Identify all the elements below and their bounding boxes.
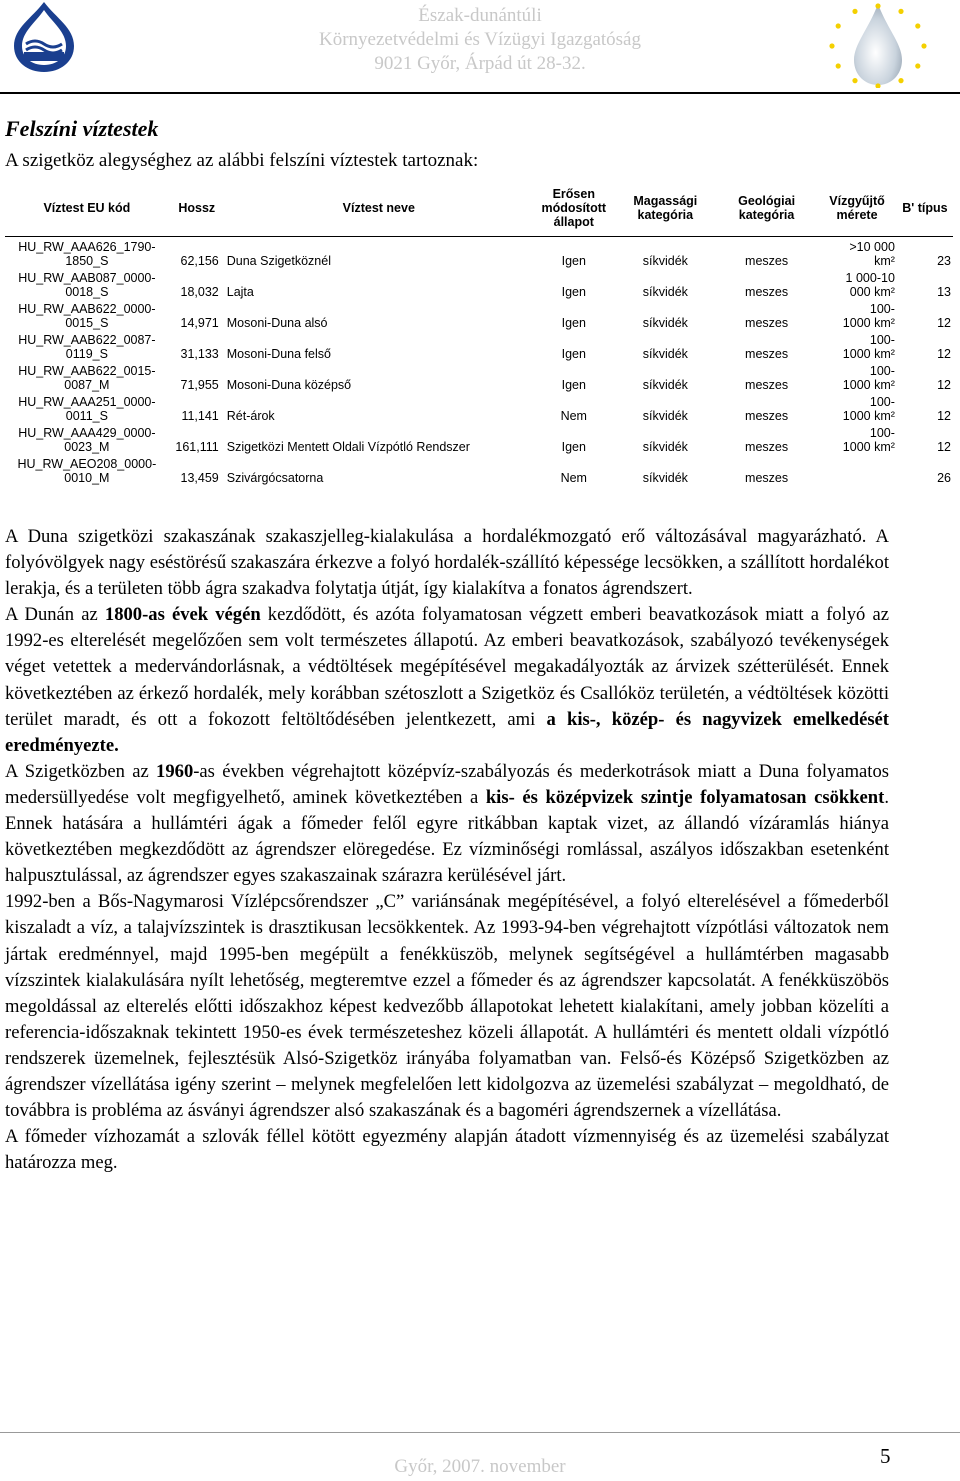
cell-catchment-size-line: 100-	[869, 302, 895, 316]
cell-eu-code-line: HU_RW_AAB622_0000-0015_S	[18, 302, 156, 330]
cell-eu-code-line: HU_RW_AAB622_0087-0119_S	[18, 333, 156, 361]
cell-length: 62,156	[180, 254, 219, 268]
cell-eu-code	[5, 454, 169, 485]
bold-text: 1800-as évek végén	[104, 604, 261, 626]
col-header-name: Víztest neve	[225, 180, 533, 237]
bold-text: a kis-, közép- és nagyvizek emelkedését eredményezte.	[5, 708, 889, 756]
text-run: kezdődött, és azóta folyamatosan végzett emberi beavatkozások miatt a folyó az 1992-es elterelését megelőzően sem volt természetes állapotú. Az emberi beavatkozások, szabályozó tevékenységek véget vetettek a medervándorlásnak, a védtöltések megépítésével megakadályozták az árvizek szétterülését. Ennek következtében az érkező hordalék, mely korábban szétoszlott a Szigetköz és Csallóköz területén, a védtöltések közötti terület maradt, és ott a fokozott feltöltődésében jelentkezett, ami	[5, 604, 889, 730]
cell-btype: 12	[937, 347, 951, 361]
cell-catchment-size	[817, 392, 897, 423]
footer-place-date: Győr, 2007. november	[394, 1456, 566, 1477]
cell-geology-category: meszes	[745, 285, 789, 299]
cell-length: 18,032	[180, 285, 219, 299]
cell-catchment-size-line: 000 km²	[849, 285, 895, 299]
table-row	[5, 361, 953, 392]
cell-eu-code	[5, 237, 169, 269]
cell-height-category: síkvidék	[642, 316, 688, 330]
cell-catchment-size	[817, 299, 897, 330]
footer-divider	[0, 1432, 960, 1433]
cell-height-category: síkvidék	[642, 440, 688, 454]
cell-modified: Igen	[561, 254, 586, 268]
cell-height-category: síkvidék	[642, 471, 688, 485]
cell-catchment-size	[817, 423, 897, 454]
bold-text: kis- és középvizek szintje folyamatosan csökkent	[485, 786, 885, 808]
page-header	[0, 0, 960, 80]
text-run: A Szigetközben az	[5, 760, 157, 782]
eu-star-icon	[921, 43, 926, 48]
cell-eu-code	[5, 392, 169, 423]
eu-star-icon	[898, 78, 903, 83]
cell-catchment-size-line: 100-	[869, 426, 895, 440]
table-row	[5, 392, 953, 423]
cell-btype: 12	[937, 409, 951, 423]
cell-geology-category: meszes	[745, 378, 789, 392]
cell-eu-code-line: HU_RW_AAA429_0000-	[18, 426, 156, 440]
cell-catchment-size-line: 1000 km²	[842, 347, 895, 361]
cell-geology-category: meszes	[745, 440, 789, 454]
cell-catchment-size-line: 100-	[869, 395, 895, 409]
col-header-eu-code: Víztest EU kód	[5, 180, 169, 237]
text-run: A főmeder vízhozamát a szlovák féllel kötött egyezmény alapján átadott vízmennyiség és az üzemelési szabályzat határozza meg.	[5, 1126, 889, 1174]
cell-modified: Igen	[561, 378, 586, 392]
eu-star-icon	[915, 63, 920, 68]
cell-height-category: síkvidék	[642, 347, 688, 361]
cell-name: Duna Szigetköznél	[226, 254, 331, 268]
page-number: 5	[880, 1444, 891, 1468]
cell-name: Mosoni-Duna alsó	[226, 316, 328, 330]
col-header-btype: B' típus	[897, 180, 953, 237]
text-run: -as években végrehajtott középvíz-szabályozás és mederkotrások miatt a Duna folyamatos medersüllyedése volt megfigyelhető, aminek következtében a	[5, 760, 889, 808]
table-row	[5, 268, 953, 299]
table-row	[5, 299, 953, 330]
cell-eu-code	[5, 268, 169, 299]
cell-catchment-size	[817, 237, 897, 269]
cell-name: Rét-árok	[226, 409, 275, 423]
cell-modified: Nem	[560, 471, 587, 485]
table-row	[5, 330, 953, 361]
paragraph	[5, 889, 889, 1124]
cell-length: 13,459	[180, 471, 219, 485]
cell-catchment-size-line: 1 000-10	[845, 271, 895, 285]
org-address: 9021 Győr, Árpád út 28-32.	[374, 53, 586, 74]
bold-text: 1960	[156, 760, 194, 782]
col-header-height: Magassági kategória	[615, 180, 716, 237]
text-run: . Ennek hatására a hullámtéri ágak a főmeder felől egyre ritkábban kaptak vizet, az állandó vízáramlás hiánya következtében megkezdődött az ágrendszer elöregedése. Ez vízminőségi romlással, aszályos időszakban esetenként halpusztulással, az ágrendszer egyes szakaszainak szárazra kerülésével járt.	[5, 786, 889, 887]
col-header-geology: Geológiai kategória	[716, 180, 817, 237]
cell-catchment-size-line: 100-	[869, 333, 895, 347]
cell-height-category: síkvidék	[642, 409, 688, 423]
table-header-row	[5, 180, 953, 237]
cell-eu-code-line: HU_RW_AAB087_0000-0018_S	[18, 271, 156, 299]
eu-drop-logo	[798, 0, 958, 88]
cell-geology-category: meszes	[745, 316, 789, 330]
paragraph	[5, 759, 889, 889]
cell-btype: 12	[937, 316, 951, 330]
cell-name: Szigetközi Mentett Oldali Vízpótló Rendszer	[226, 440, 470, 454]
cell-eu-code	[5, 299, 169, 330]
eu-star-icon	[836, 63, 841, 68]
cell-geology-category: meszes	[745, 409, 789, 423]
cell-catchment-size-line: 100-	[869, 364, 895, 378]
cell-name: Mosoni-Duna felső	[226, 347, 331, 361]
cell-name: Lajta	[226, 285, 254, 299]
cell-geology-category: meszes	[745, 347, 789, 361]
eu-star-icon	[915, 23, 920, 28]
cell-name: Mosoni-Duna középső	[226, 378, 352, 392]
cell-catchment-size-line: 1000 km²	[842, 378, 895, 392]
cell-modified: Igen	[561, 347, 586, 361]
col-header-length: Hossz	[169, 180, 225, 237]
eu-star-icon	[852, 78, 857, 83]
cell-eu-code	[5, 423, 169, 454]
cell-btype: 12	[937, 378, 951, 392]
eu-star-icon	[852, 9, 857, 14]
cell-height-category: síkvidék	[642, 285, 688, 299]
cell-geology-category: meszes	[745, 471, 789, 485]
cell-length: 71,955	[180, 378, 219, 392]
cell-eu-code-line: HU_RW_AAB622_0015-	[18, 364, 156, 378]
cell-eu-code-line: 0087_M	[64, 378, 110, 392]
cell-modified: Igen	[561, 285, 586, 299]
table-row	[5, 454, 953, 485]
cell-btype: 26	[937, 471, 951, 485]
body-text	[5, 524, 889, 1176]
cell-eu-code-line: 0010_M	[64, 471, 110, 485]
cell-eu-code-line: HU_RW_AAA626_1790-1850_S	[18, 240, 156, 268]
cell-catchment-size	[817, 268, 897, 299]
paragraph	[5, 524, 889, 602]
eu-star-icon	[829, 43, 834, 48]
eu-star-icon	[836, 23, 841, 28]
cell-eu-code-line: 0023_M	[64, 440, 110, 454]
cell-btype: 13	[937, 285, 951, 299]
cell-name: Szivárgócsatorna	[226, 471, 324, 485]
cell-eu-code	[5, 361, 169, 392]
cell-catchment-size-line: 1000 km²	[842, 440, 895, 454]
org-name-line1: Észak-dunántúli	[418, 5, 542, 26]
cell-length: 14,971	[180, 316, 219, 330]
eu-star-icon	[875, 3, 880, 8]
intro-text: A szigetköz alegységhez az alábbi felszíni víztestek tartoznak:	[5, 150, 479, 171]
paragraph	[5, 1124, 889, 1176]
cell-catchment-size	[817, 361, 897, 392]
cell-catchment-size-line: 1000 km²	[842, 409, 895, 423]
cell-btype: 23	[937, 254, 951, 268]
col-header-modified: Erősen módosított állapot	[533, 180, 615, 237]
header-divider	[0, 92, 960, 94]
table-row	[5, 237, 953, 269]
cell-eu-code-line: HU_RW_AEO208_0000-	[17, 457, 157, 471]
section-title: Felszíni víztestek	[5, 116, 159, 141]
cell-btype: 12	[937, 440, 951, 454]
cell-height-category: síkvidék	[642, 378, 688, 392]
cell-catchment-size-line: km²	[874, 254, 895, 268]
cell-length: 161,111	[175, 440, 219, 454]
text-run: A Duna szigetközi szakaszának szakaszjelleg-kialakulása a hordalékmozgató erő változásával magyarázható. A folyóvölgyek nagy eséstörésű szakaszára érkezve a folyó hordalék-szállító képessége lecsökken, a szállított hordalékot lerakja, és a területen több ágra szakadva folytatja útját, így kialakítva a fonatos ágrendszert.	[5, 526, 889, 600]
cell-catchment-size	[817, 454, 897, 485]
cell-catchment-size	[817, 330, 897, 361]
cell-eu-code	[5, 330, 169, 361]
cell-modified: Igen	[561, 316, 586, 330]
paragraph	[5, 602, 889, 759]
cell-height-category: síkvidék	[642, 254, 688, 268]
col-header-catchment: Vízgyűjtő mérete	[817, 180, 897, 237]
cell-catchment-size-line: 1000 km²	[842, 316, 895, 330]
eu-star-icon	[898, 9, 903, 14]
cell-modified: Nem	[560, 409, 587, 423]
org-name-line2: Környezetvédelmi és Vízügyi Igazgatóság	[318, 29, 641, 50]
cell-length: 11,141	[181, 409, 219, 423]
cell-catchment-size-line: >10 000	[849, 240, 895, 254]
text-run: A Dunán az	[5, 604, 105, 626]
cell-geology-category: meszes	[745, 254, 789, 268]
cell-length: 31,133	[180, 347, 219, 361]
text-run: 1992-ben a Bős-Nagymarosi Vízlépcsőrendszer „C” variánsának megépítésével, a folyó elterelésével a főmederből kiszaladt a víz, a talajvízszintek is drasztikusan lecsökkentek. Az 1993-94-ben végrehajtott vízpótlási változatok nem jártak eredménnyel, majd 1995-ben megépült a fenékküszöb, melynek segítségével a hullámtérben magasabb vízszintek kialakulására nyílt lehetőség, megteremtve ezzel a főmeder és az ágrendszer kapcsolatát. A fenékküszöbös megoldással az elterelés előtti időszakhoz képest kedvezőbb állapotokat lehetett kialakítani, amely jobban közelíti a referencia-időszaknak tekintett 1950-es évek természeteshez közeli állapotát. A hullámtéri és mentett oldali vízpótló rendszerek üzemelnek, fejlesztésük Alsó-Szigetköz irányába folyamatban van. Felső-és Középső Szigetközben az ágrendszer vízellátása igény szerint – melynek megfelelően lett kidolgozva az üzemelési szabályzat – megoldható, de továbbra is probléma az ásványi ágrendszer alsó szakaszának és a bagoméri ágrendszernek a vízellátása.	[5, 891, 889, 1122]
table-row	[5, 423, 953, 454]
cell-eu-code-line: HU_RW_AAA251_0000-0011_S	[18, 395, 156, 423]
water-bodies-table	[5, 180, 953, 485]
cell-modified: Igen	[561, 440, 586, 454]
